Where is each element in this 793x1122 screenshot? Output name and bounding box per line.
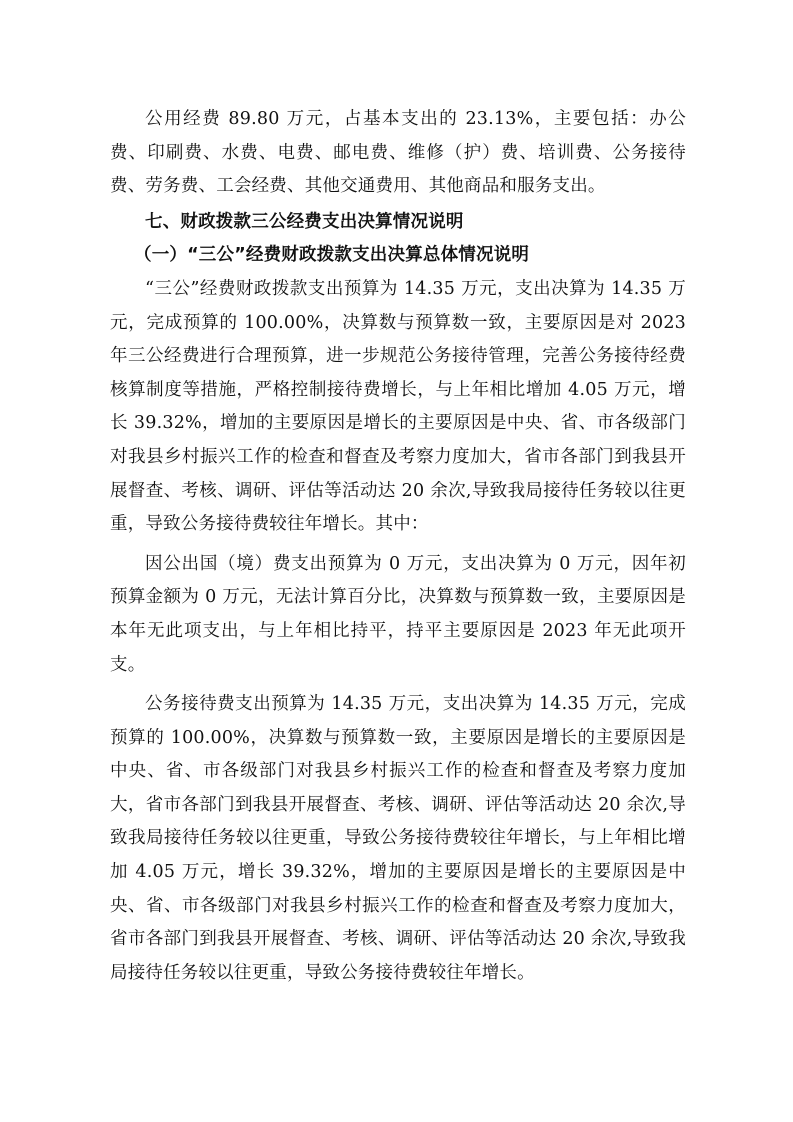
paragraph-public-funds: 公用经费 89.80 万元，占基本支出的 23.13%，主要包括：办公费、印刷费、水费、电费、邮电费、维修（护）费、培训费、公务接待费、劳务费、工会经费、其他交通费用、其他商品和服务支出。 xyxy=(110,109,686,197)
document-body xyxy=(110,103,686,990)
paragraph-reception: 公务接待费支出预算为 14.35 万元，支出决算为 14.35 万元，完成预算的 100.00%，决算数与预算数一致，主要原因是增长的主要原因是中央、省、市各级部门对我县乡村振兴工作的检查和督查及考察力度加大，省市各部门到我县开展督查、考核、调研、评估等活动达 20 余次,导致我局接待任务较以往更重，导致公务接待费较往年增长，与上年相比增加 4.05 万元，增长 39.32%，增加的主要原因是增长的主要原因是中央、省、市各级部门对我县乡村振兴工作的检查和督查及考察力度加大，省市各部门到我县开展督查、考核、调研、评估等活动达 20 余次,导致我局接待任务较以往更重，导致公务接待费较往年增长。 xyxy=(110,694,686,983)
subsection-heading: （一）“三公”经费财政拨款支出决算总体情况说明 xyxy=(134,245,530,266)
section-heading: 七、财政拨款三公经费支出决算情况说明 xyxy=(145,211,464,232)
paragraph-overall: “三公”经费财政拨款支出预算为 14.35 万元，支出决算为 14.35 万元，完成预算的 100.00%，决算数与预算数一致，主要原因是对 2023 年三公经费进行合理预算，进一步规范公务接待管理，完善公务接待经费核算制度等措施，严格控制接待费增长，与上年相比增加 4.05 万元，增长 39.32%，增加的主要原因是增长的主要原因是中央、省、市各级部门对我县乡村振兴工作的检查和督查及考察力度加大，省市各部门到我县开展督查、考核、调研、评估等活动达 20 余次,导致我局接待任务较以往更重，导致公务接待费较往年增长。其中： xyxy=(110,278,686,535)
paragraph-abroad: 因公出国（境）费支出预算为 0 万元，支出决算为 0 万元，因年初预算金额为 0 万元，无法计算百分比，决算数与预算数一致，主要原因是本年无此项支出，与上年相比持平，持平主要原因是 2023 年无此项开支。 xyxy=(110,553,686,675)
